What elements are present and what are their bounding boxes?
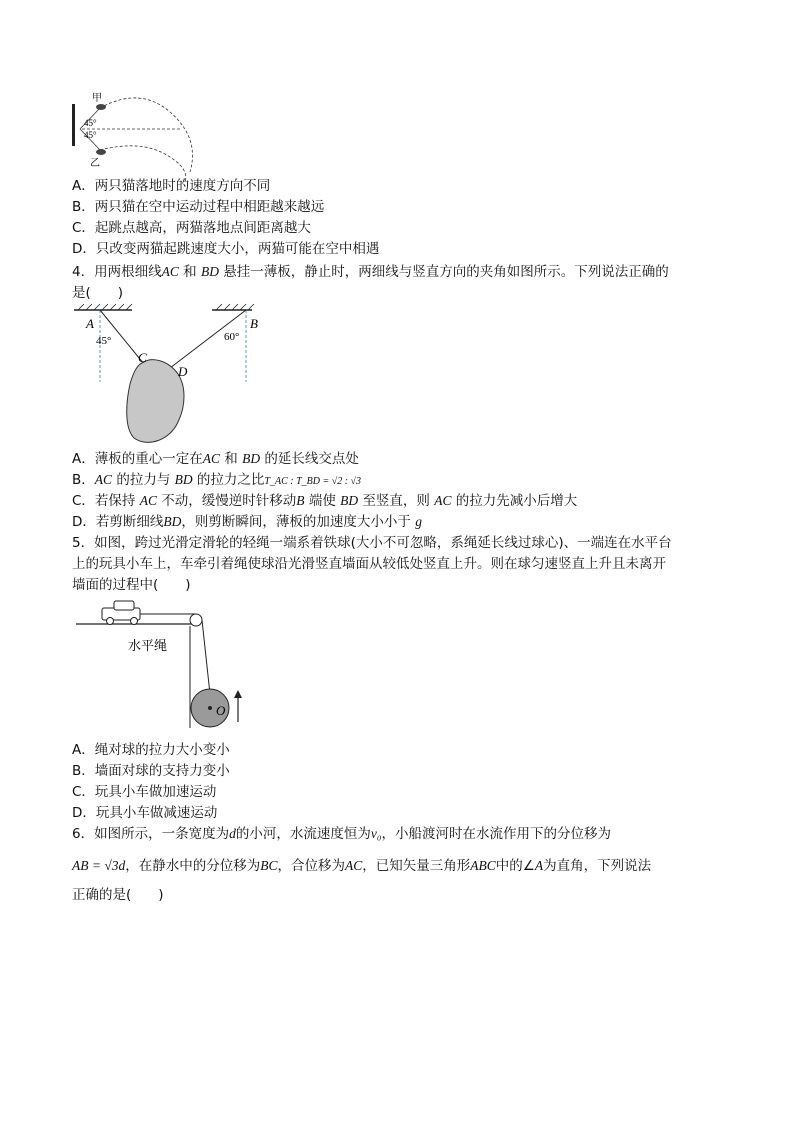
q5-stem-line3: 墙面的过程中( ) (72, 577, 191, 593)
angle-60: 60° (224, 331, 240, 343)
q5-option-a: A．绳对球的拉力大小变小 (72, 742, 230, 758)
label-b: B (250, 316, 258, 331)
q6-line3: 正确的是( ) (72, 887, 164, 903)
q3-option-c: C．起跳点越高，两猫落地点间距离越大 (72, 220, 311, 236)
pulley-figure (72, 598, 252, 738)
q4-option-a: A．薄板的重心一定在AC 和 BD 的延长线交点处 (72, 451, 359, 467)
label-a: A (86, 316, 94, 331)
q4-stem-line2: 是( ) (72, 285, 124, 301)
q6-line2: AB = √3d，在静水中的分位移为BC，合位移为AC，已知矢量三角形ABC中的∠A为直角，下列说法 (72, 858, 652, 874)
pulley-icon (190, 614, 202, 626)
rope-label: 水平绳 (128, 639, 168, 654)
q5-stem-line2: 上的玩具小车上，车牵引着绳使球沿光滑竖直墙面从较低处竖直上升。则在球匀速竖直上升且未离开 (72, 556, 666, 572)
cat-yi-icon (96, 149, 106, 155)
plate-figure (70, 302, 260, 447)
angle-bottom: 45° (84, 130, 97, 140)
q4-option-d: D．若剪断细线BD，则剪断瞬间，薄板的加速度大小小于 g (72, 514, 422, 530)
q4-stem-line1: 4．用两根细线AC 和 BD 悬挂一薄板，静止时，两细线与竖直方向的夹角如图所示。下列说法正确的 (72, 264, 669, 280)
q4-option-c: C．若保持 AC 不动，缓慢逆时针移动B 端使 BD 至竖直，则 AC 的拉力先减小后增大 (72, 493, 578, 509)
q5-option-b: B．墙面对球的支持力变小 (72, 763, 230, 779)
vertical-rope (202, 620, 210, 694)
thin-plate (127, 360, 184, 443)
angle-45: 45° (96, 335, 112, 347)
q5-stem-line1: 5．如图，跨过光滑定滑轮的轻绳一端系着铁球(大小不可忽略，系绳延长线过球心)、一端连在水平台 (72, 535, 672, 551)
q3-option-b: B．两只猫在空中运动过程中相距越来越远 (72, 199, 325, 215)
label-c: C (138, 350, 147, 365)
wall (72, 104, 75, 146)
q3-option-a: A．两只猫落地时的速度方向不同 (72, 178, 271, 194)
label-jia: 甲 (92, 93, 102, 104)
q3-option-d: D．只改变两猫起跳速度大小，两猫可能在空中相遇 (72, 241, 380, 257)
q4-option-b: B．AC 的拉力与 BD 的拉力之比T_AC : T_BD = √2 : √3 (72, 472, 362, 488)
label-d: D (178, 364, 188, 379)
q5-option-c: C．玩具小车做加速运动 (72, 784, 217, 800)
q5-option-d: D．玩具小车做减速运动 (72, 805, 218, 821)
angle-top: 45° (84, 118, 97, 128)
cat-jia-icon (96, 104, 106, 110)
cats-figure (70, 92, 190, 182)
label-yi: 乙 (90, 158, 100, 169)
ball-label-o: O (216, 703, 226, 718)
q6-line1: 6．如图所示，一条宽度为d的小河，水流速度恒为v₀，小船渡河时在水流作用下的分位移为 (72, 826, 612, 842)
toy-car-icon (102, 601, 140, 625)
trajectory-upper (100, 98, 193, 172)
